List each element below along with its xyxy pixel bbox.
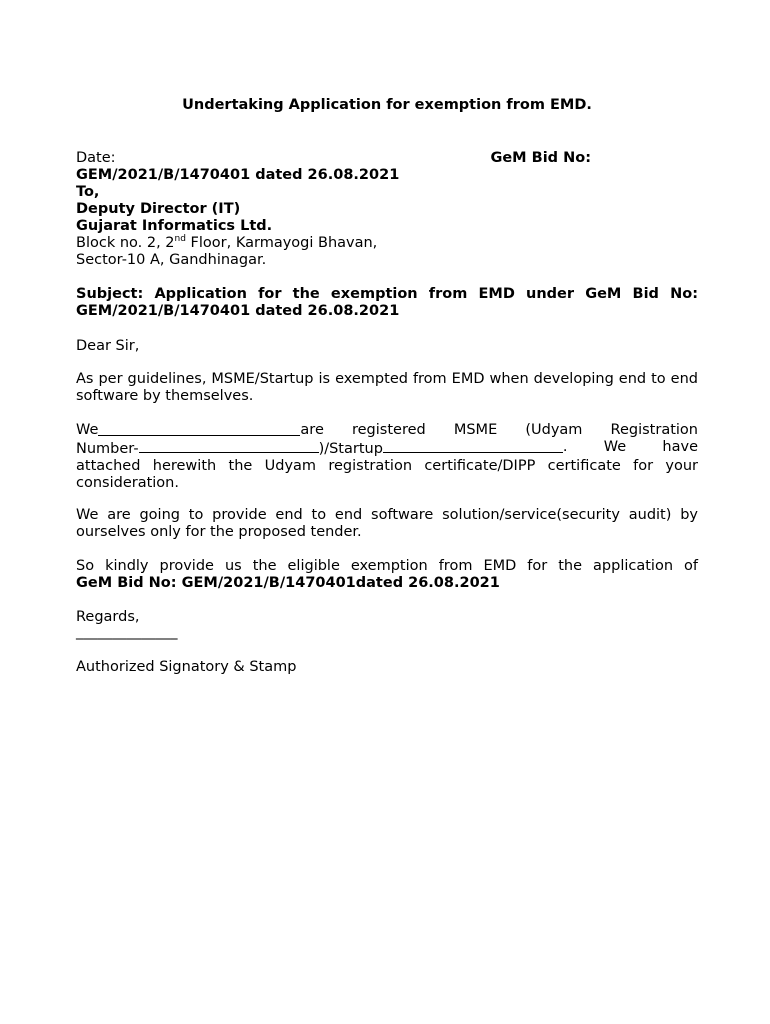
number-label: Number- bbox=[76, 441, 139, 457]
address-line-1-pre: Block no. 2, 2 bbox=[76, 235, 175, 251]
company-name-blank[interactable] bbox=[98, 422, 300, 436]
subject-line-1: Subject: Application for the exemption from EMD under GeM Bid No: bbox=[76, 286, 698, 302]
address-superscript: nd bbox=[174, 234, 186, 245]
udyam-number-blank[interactable] bbox=[139, 439, 319, 453]
request-bid-ref: GeM Bid No: GEM/2021/B/1470401dated 26.08.2021 bbox=[76, 575, 500, 591]
paragraph-guidelines: As per guidelines, MSME/Startup is exempted from EMD when developing end to end software by themselves. bbox=[76, 371, 698, 404]
to-label: To, bbox=[76, 184, 100, 200]
subject-line-2: GEM/2021/B/1470401 dated 26.08.2021 bbox=[76, 303, 400, 319]
registration-number-group bbox=[76, 439, 563, 458]
regards: Regards, bbox=[76, 609, 140, 625]
gem-bid-ref: GEM/2021/B/1470401 dated 26.08.2021 bbox=[76, 167, 400, 183]
document-title: Undertaking Application for exemption from EMD. bbox=[182, 97, 592, 113]
address-line-2: Sector-10 A, Gandhinagar. bbox=[76, 252, 267, 268]
registered-text: are registered MSME (Udyam Registration bbox=[300, 422, 698, 438]
date-row bbox=[76, 150, 698, 167]
registration-line-2 bbox=[76, 439, 698, 458]
we-word: We bbox=[76, 422, 99, 438]
paragraph-provide-software: We are going to provide end to end software solution/service(security audit) by ourselves only for the proposed tender. bbox=[76, 507, 698, 540]
salutation: Dear Sir, bbox=[76, 338, 140, 354]
organization: Gujarat Informatics Ltd. bbox=[76, 218, 273, 234]
date-label: Date: bbox=[76, 150, 116, 166]
signature-line: ______________ bbox=[76, 624, 178, 640]
startup-number-blank[interactable] bbox=[383, 439, 563, 453]
we-have-text: . We have bbox=[562, 439, 698, 455]
address-line-1-post: Floor, Karmayogi Bhavan, bbox=[185, 235, 378, 251]
address-line-1 bbox=[76, 235, 698, 252]
startup-label: )/Startup bbox=[318, 441, 383, 457]
subject-block bbox=[76, 286, 698, 320]
registration-line-1 bbox=[76, 422, 698, 439]
addressee: Deputy Director (IT) bbox=[76, 201, 241, 217]
gem-bid-label: GeM Bid No: bbox=[490, 150, 591, 166]
paragraph-request bbox=[76, 558, 698, 592]
registration-line-1-right bbox=[98, 422, 300, 439]
paragraph-registration bbox=[76, 422, 698, 492]
header-block bbox=[76, 150, 698, 269]
authorized-signatory: Authorized Signatory & Stamp bbox=[76, 659, 297, 675]
request-text: So kindly provide us the eligible exemption from EMD for the application of bbox=[76, 558, 698, 574]
registration-rest: attached herewith the Udyam registration certificate/DIPP certificate for your consideration. bbox=[76, 458, 698, 491]
